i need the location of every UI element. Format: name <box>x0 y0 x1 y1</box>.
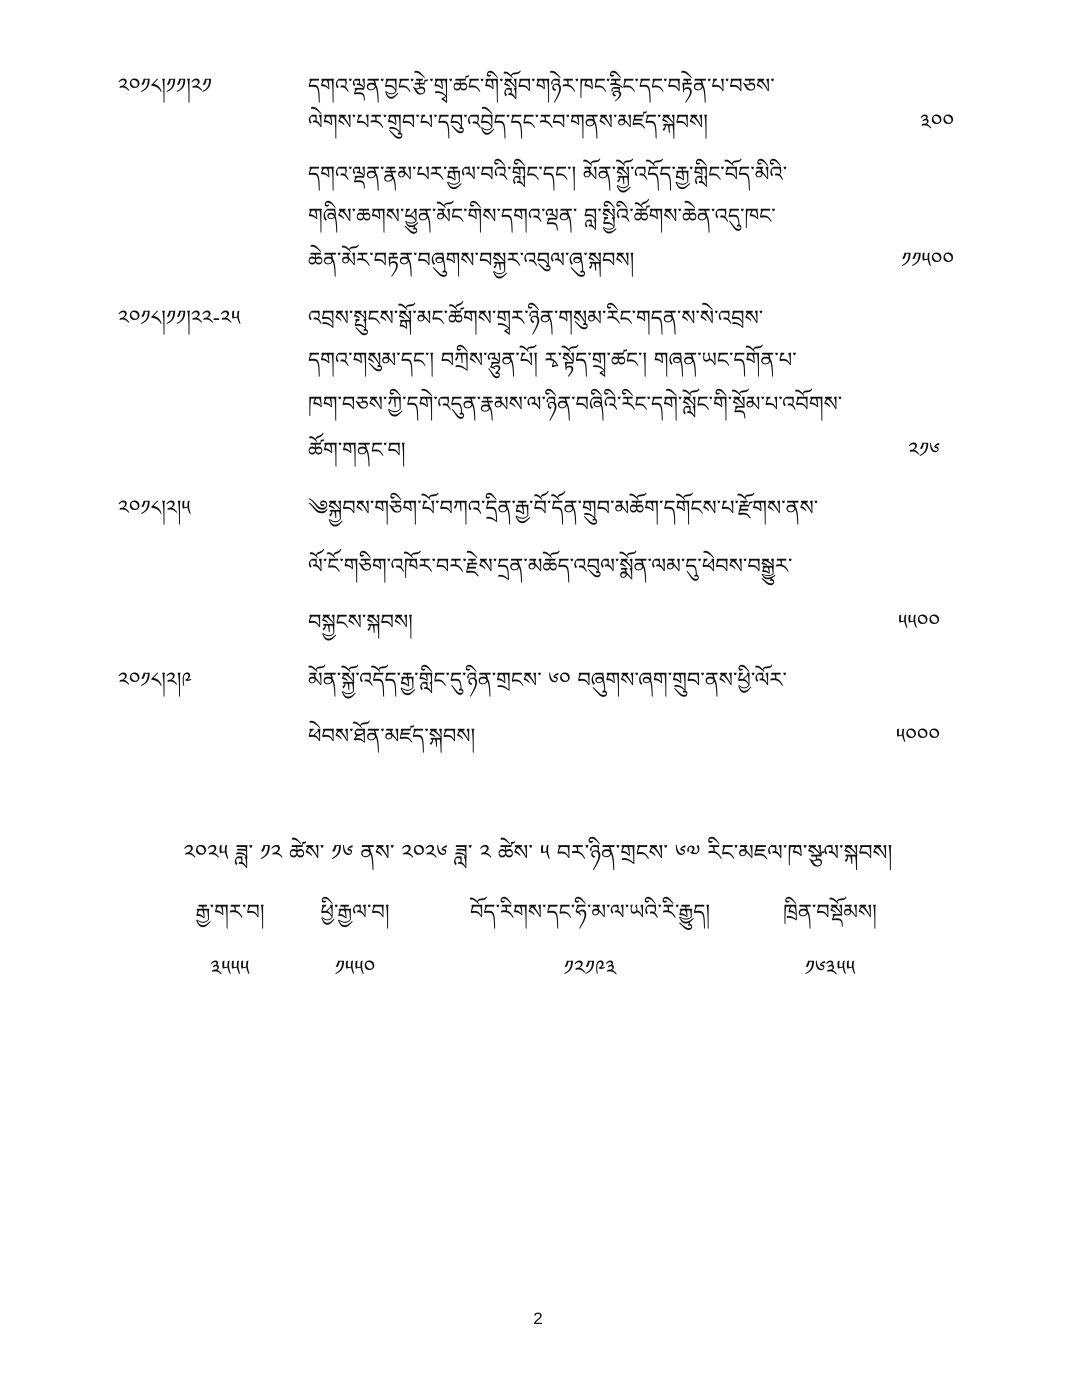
entry-amount: ༡༡༥༠༠ <box>901 248 954 272</box>
summary-value: ༡༥༥༠ <box>334 956 376 980</box>
page-number: 2 <box>533 1309 543 1328</box>
summary-header: བོད་རིགས་དང་ཧི་མ་ལ་ཡའི་རི་རྒྱུད། <box>469 900 711 924</box>
entry-text-line: ཚོག་གནང་བ། <box>308 438 406 462</box>
entry-text-line: ཆེན་མོར་བརྟན་བཞུགས་བསྐྱར་འབུལ་ཞུ་སྐབས། <box>308 248 635 272</box>
entry-text-line: དགའ་ལྡན་རྣམ་པར་རྒྱལ་བའི་གླིང་དང་། མོན་སྐྱོ་འདོད་རྒྱ་གླིང་བོད་མིའི་ <box>308 162 788 186</box>
entry-text-line: ཕེབས་ཐོན་མཛད་སྐབས། <box>308 724 476 748</box>
entry-text-line: ༄སྐྱབས་གཅིག་པོ་བཀའ་དྲིན་རྒྱ་བོ་དོན་གྲུབ་མཆོག་དགོངས་པ་རྫོགས་ནས་ <box>308 496 819 520</box>
summary-value: ༣༥༥༥ <box>210 956 250 980</box>
summary-sentence: ༢༠༢༥ ཟླ་ ༡༢ ཚེས་ ༡༦ ནས་ ༢༠༢༦ ཟླ་ ༢ ཚེས་ ༥ བར་ཉིན་གྲངས་ ༦༧ རིང་མཇལ་ཁ་སྩལ་སྐབས། <box>183 841 893 866</box>
entry-text-line: དགའ་ལྡན་བྱང་རྩེ་གྲྭ་ཚང་གི་སློབ་གཉེར་ཁང་རྙིང་དང་བརྟེན་པ་བཅས་ <box>308 74 775 98</box>
entry-amount: ༥༠༠༠ <box>896 724 940 748</box>
entry-text-line: ལོ་ངོ་གཅིག་འཁོར་བར་རྗེས་དྲན་མཆོད་འབུལ་སྨོན་ལམ་དུ་ཕེབས་བསྒྱུར་ <box>308 554 793 578</box>
entry-amount: ༢༡༦ <box>908 438 940 462</box>
summary-value: ༡༢༡༩༣ <box>563 956 617 980</box>
entry-text-line: བསྐྱངས་སྐབས། <box>308 610 413 634</box>
entry-text-line: མོན་སྐྱོ་འདོད་རྒྱ་གླིང་དུ་ཉིན་གྲངས་ ༦༠ བཞུགས་ཞག་གྲུབ་ནས་ཕྱི་ལོར་ <box>308 668 787 692</box>
summary-header: ཁྲིན་བསྡོམས། <box>783 900 877 924</box>
entry-text-line: ལེགས་པར་གྲུབ་པ་དབུ་འབྱེད་དང་རབ་གནས་མཛད་སྐབས། <box>308 110 708 134</box>
summary-header: ཕྱི་རྒྱལ་བ། <box>320 900 390 924</box>
entry-text-line: འབྲས་སྤུངས་སྒོ་མང་ཚོགས་གྲྭར་ཉིན་གསུམ་རིང་གདན་ས་སེ་འབྲས་ <box>308 306 764 330</box>
entry-text-line: ཁག་བཅས་ཀྱི་དགེ་འདུན་རྣམས་ལ་ཉིན་བཞིའི་རིང་དགེ་སློང་གི་སྡོམ་པ་འབོགས་ <box>308 392 843 416</box>
entry-date: ༢༠༡༨།༡༡།༢༢-༢༥ <box>118 306 241 330</box>
entry-date: ༢༠༡༨།༢།༩ <box>118 668 193 692</box>
entry-text-line: དགའ་གསུམ་དང་། བཀྲིས་ལྷུན་པོ། རྭ་སྟོད་གྲྭ་ཚང་། གཞན་ཡང་དགོན་པ་ <box>308 348 797 372</box>
entry-date: ༢༠༡༨།༡༡།༢༡ <box>118 74 212 98</box>
entry-text-line: གཞིས་ཆགས་ཕྱུན་མོང་གིས་དགའ་ལྡན་ བླ་སྤྱིའི་ཚོགས་ཆེན་འདུ་ཁང་ <box>308 204 776 228</box>
summary-header: རྒྱ་གར་བ། <box>195 900 265 924</box>
summary-value: ༡༦༣༥༥ <box>804 956 856 980</box>
entry-date: ༢༠༡༨།༢།༥ <box>118 496 191 520</box>
entry-amount: ༥༥༠༠ <box>898 610 940 634</box>
entry-amount: ༣༠༠ <box>920 110 954 134</box>
